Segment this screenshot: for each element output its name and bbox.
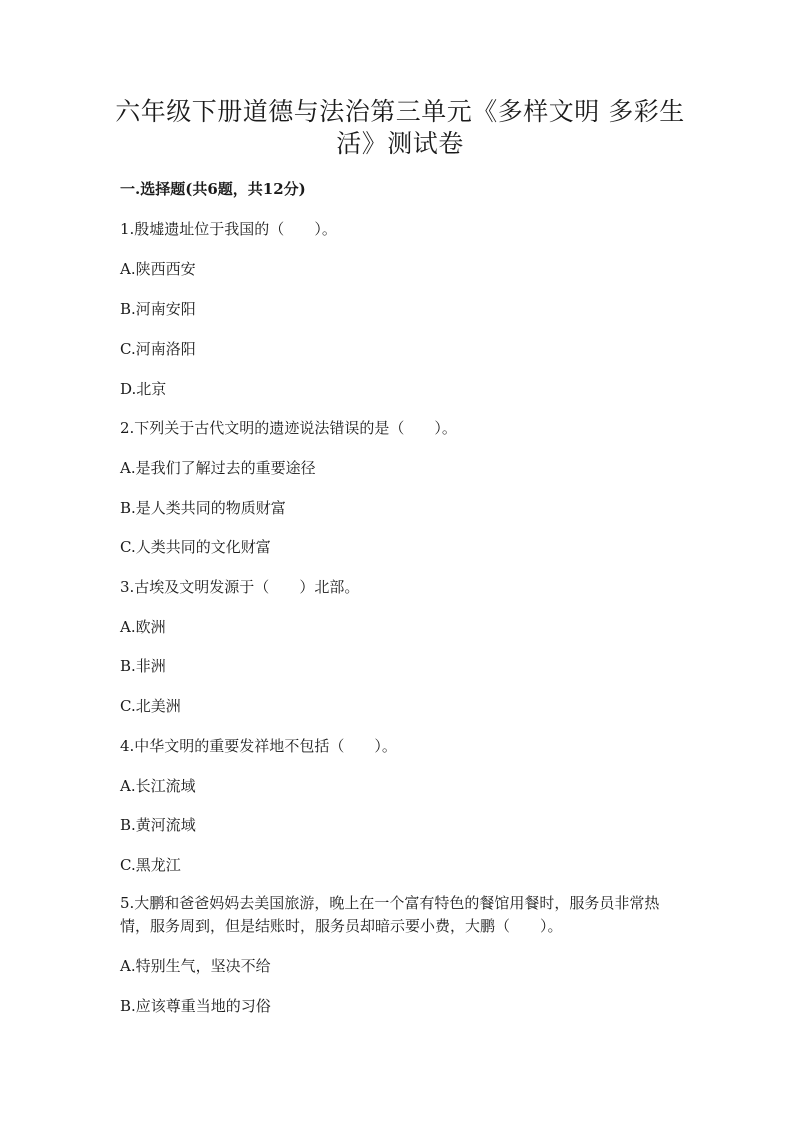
- question-5-option-b: B.应该尊重当地的习俗: [120, 997, 271, 1015]
- question-3-option-a: A.欧洲: [120, 618, 166, 636]
- question-1-option-d: D.北京: [120, 380, 167, 398]
- question-3-stem: 3.古埃及文明发源于（ ）北部。: [120, 578, 360, 596]
- question-1-option-c: C.河南洛阳: [120, 340, 196, 358]
- question-2-stem: 2.下列关于古代文明的遗迹说法错误的是（ ）。: [120, 419, 457, 437]
- question-4-option-c: C.黑龙江: [120, 856, 181, 874]
- question-2-option-c: C.人类共同的文化财富: [120, 538, 271, 556]
- question-1-option-a: A.陕西西安: [120, 260, 196, 278]
- question-5-option-a: A.特别生气，坚决不给: [120, 957, 271, 975]
- question-3-option-b: B.非洲: [120, 657, 166, 675]
- question-4-option-b: B.黄河流域: [120, 816, 196, 834]
- question-1-stem: 1.殷墟遗址位于我国的（ ）。: [120, 220, 337, 238]
- question-4-option-a: A.长江流域: [120, 777, 196, 795]
- question-2-option-a: A.是我们了解过去的重要途径: [120, 459, 316, 477]
- question-1-option-b: B.河南安阳: [120, 300, 196, 318]
- question-2-option-b: B.是人类共同的物质财富: [120, 499, 286, 517]
- document-title: 六年级下册道德与法治第三单元《多样文明 多彩生活》测试卷: [115, 97, 685, 158]
- section-heading: 一.选择题(共6题，共12分): [120, 180, 306, 198]
- question-5-stem: 5.大鹏和爸爸妈妈去美国旅游，晚上在一个富有特色的餐馆用餐时，服务员非常热情，服务周到，但是结账时，服务员却暗示要小费，大鹏（ ）。: [120, 894, 660, 935]
- question-3-option-c: C.北美洲: [120, 697, 181, 715]
- question-4-stem: 4.中华文明的重要发祥地不包括（ ）。: [120, 737, 397, 755]
